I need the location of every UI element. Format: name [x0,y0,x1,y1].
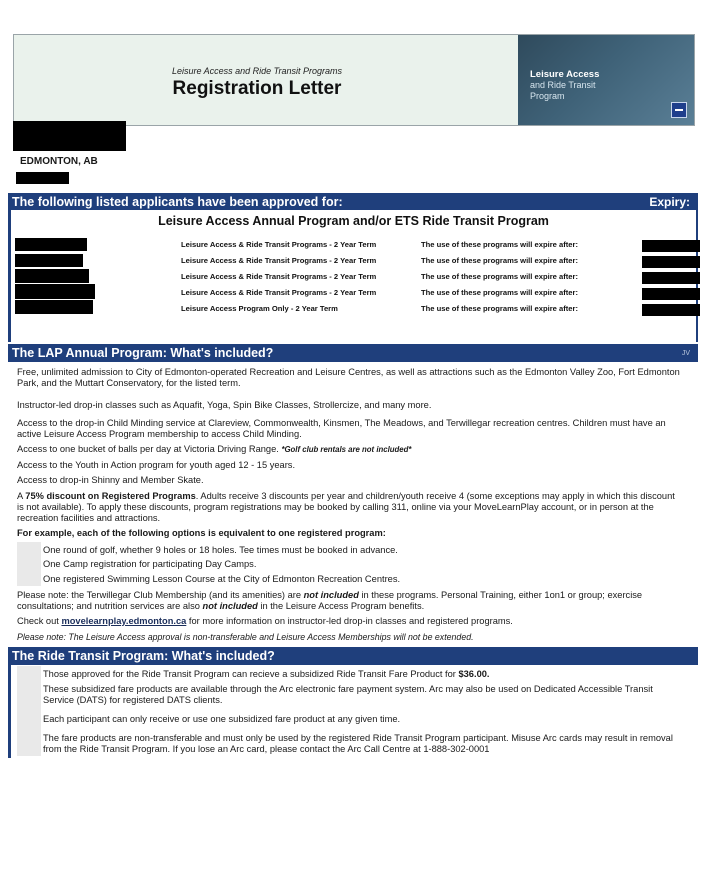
not-included-2: not included [202,601,258,611]
redacted-postal-code [16,172,69,184]
lap-benefit-classes: Instructor-led drop-in classes such as Aquafit, Yoga, Spin Bike Classes, Strollercize, and many more. [17,400,432,410]
golf-rental-note: *Golf club rentals are not included* [281,445,412,454]
more-info-prefix: Check out [17,616,62,626]
transit-bar-title: The Ride Transit Program: What's included? [12,649,275,663]
applicant-term: Leisure Access & Ride Transit Programs - 2 Year Term [181,288,377,297]
applicant-row [11,284,696,300]
minus-icon [671,102,687,118]
option-golf: One round of golf, whether 9 holes or 18 holes. Tee times must be booked in advance. [43,545,398,555]
side-line-2: and Ride Transit [530,80,596,90]
transit-left-rule [8,665,11,758]
redacted-applicant-name [15,269,89,283]
transit-non-transferable: The fare products are non-transferable and must only be used by the registered Ride Transit Program participant. Misuse Arc cards may result in removal from the Ride Transit Program. If you lose an Arc card, please contact the Arc Call Centre at 1-888-302-0001 [43,733,673,754]
redacted-expiry-date [642,288,700,300]
transit-subsidy [43,669,683,680]
lap-benefit-discount [17,491,683,524]
header-subtitle: Leisure Access and Ride Transit Programs [171,66,343,76]
lap-non-transferable-note: Please note: The Leisure Access approval is non-transferable and Leisure Access Memberships will not be extended. [17,632,474,642]
option-camp: One Camp registration for participating Day Camps. [43,559,257,569]
option-swimming: One registered Swimming Lesson Course at the City of Edmonton Recreation Centres. [43,574,401,584]
lap-benefit-youth: Access to the Youth in Action program for youth aged 12 - 15 years. [17,460,296,470]
redacted-applicant-name [15,238,87,251]
side-line-3: Program [530,91,565,101]
transit-arc-info: These subsidized fare products are available through the Arc electronic fare payment system. Arc may also be used on Dedicated Accessible Transit Service (DATS) for registered DATS clients. [43,684,653,705]
lap-benefit-admission: Free, unlimited admission to City of Edmonton-operated Recreation and Leisure Centres, as well as attractions such as the Edmonton Valley Zoo, Fort Edmonton Park, and the Muttart Conservatory, for the listed term. [17,367,680,388]
transit-indent-shade [17,666,41,756]
exclusions-part-3: in the Leisure Access Program benefits. [257,601,425,611]
redacted-expiry-date [642,272,700,284]
applicant-term: Leisure Access & Ride Transit Programs - 2 Year Term [181,240,377,249]
letter-header [13,34,695,126]
applicant-term: Leisure Access Program Only - 2 Year Term [181,304,338,313]
transit-one-product: Each participant can only receive or use one subsidized fare product at any given time. [43,714,401,724]
applicant-expire-text: The use of these programs will expire after: [421,272,578,281]
approved-applicants-box [8,210,698,342]
applicant-term: Leisure Access & Ride Transit Programs - 2 Year Term [181,272,377,281]
approved-bar-title: The following listed applicants have been approved for: [12,194,343,209]
lap-more-info [17,616,683,627]
subsidy-text: Those approved for the Ride Transit Program can recieve a subsidized Ride Transit Fare Product for [43,669,459,679]
applicant-expire-text: The use of these programs will expire after: [421,240,578,249]
header-title-area [14,35,518,125]
expiry-label: Expiry: [649,194,690,209]
program-title: Leisure Access Annual Program and/or ETS Ride Transit Program [158,214,549,228]
more-info-suffix: for more information on instructor-led drop-in classes and registered programs. [186,616,513,626]
applicant-expire-text: The use of these programs will expire after: [421,256,578,265]
movelearnplay-link[interactable]: movelearnplay.edmonton.ca [61,616,187,626]
header-title: Registration Letter [172,78,342,99]
bar-initials: JV [681,349,690,357]
redacted-applicant-name [15,300,93,314]
exclusions-part-1: Please note: the Terwillegar Club Membership (and its amenities) are [17,590,304,600]
options-indent-shade [17,542,41,586]
lap-bar-title: The LAP Annual Program: What's included? [12,346,274,360]
not-included-1: not included [303,590,359,600]
lap-section-bar [8,344,698,362]
exclusions-part-2: in these programs. Personal Training, either 1on1 or group; exercise consultations; and nutrition services are also [17,590,643,611]
driving-range-text: Access to one bucket of balls per day at Victoria Driving Range. [17,444,279,454]
side-line-1: Leisure Access [530,69,600,80]
applicant-row [11,268,696,284]
address-city: EDMONTON, AB [20,156,98,167]
lap-benefit-child-minding: Access to the drop-in Child Minding service at Clareview, Commonwealth, Kinsmen, The Meadows, and Terwillegar recreation centres. Children must have an active Leisure Access Program membership to access Child Minding. [17,418,666,439]
redacted-applicant-name [15,284,95,299]
redacted-expiry-date [642,304,700,316]
applicant-row [11,252,696,268]
redacted-applicant-name [15,254,83,267]
redacted-expiry-date [642,240,700,252]
applicant-expire-text: The use of these programs will expire after: [421,304,578,313]
lap-benefit-skate: Access to drop-in Shinny and Member Skate. [17,475,204,485]
discount-details: . Adults receive 3 discounts per year and children/youth receive 4 (some exceptions may apply in which this discount is not available). To apply these discounts, program registrations may be booked by calling 311, online via your MoveLearnPlay account, or in person at the recreation facilities and attractions. [17,491,675,523]
applicant-row [11,300,696,316]
applicant-expire-text: The use of these programs will expire after: [421,288,578,297]
header-side-panel [518,35,694,125]
lap-example-heading: For example, each of the following options is equivalent to one registered program: [17,528,386,538]
transit-section-bar [8,647,698,665]
applicant-term: Leisure Access & Ride Transit Programs - 2 Year Term [181,256,377,265]
subsidy-amount: $36.00. [458,669,490,679]
discount-prefix: A [17,491,26,501]
redacted-name [13,121,126,151]
lap-exclusions-note [17,590,683,612]
approved-section-bar [8,193,698,210]
discount-highlight: 75% discount on Registered Programs [25,491,196,501]
applicant-row [11,236,696,252]
redacted-expiry-date [642,256,700,268]
lap-benefit-driving-range [17,444,683,455]
